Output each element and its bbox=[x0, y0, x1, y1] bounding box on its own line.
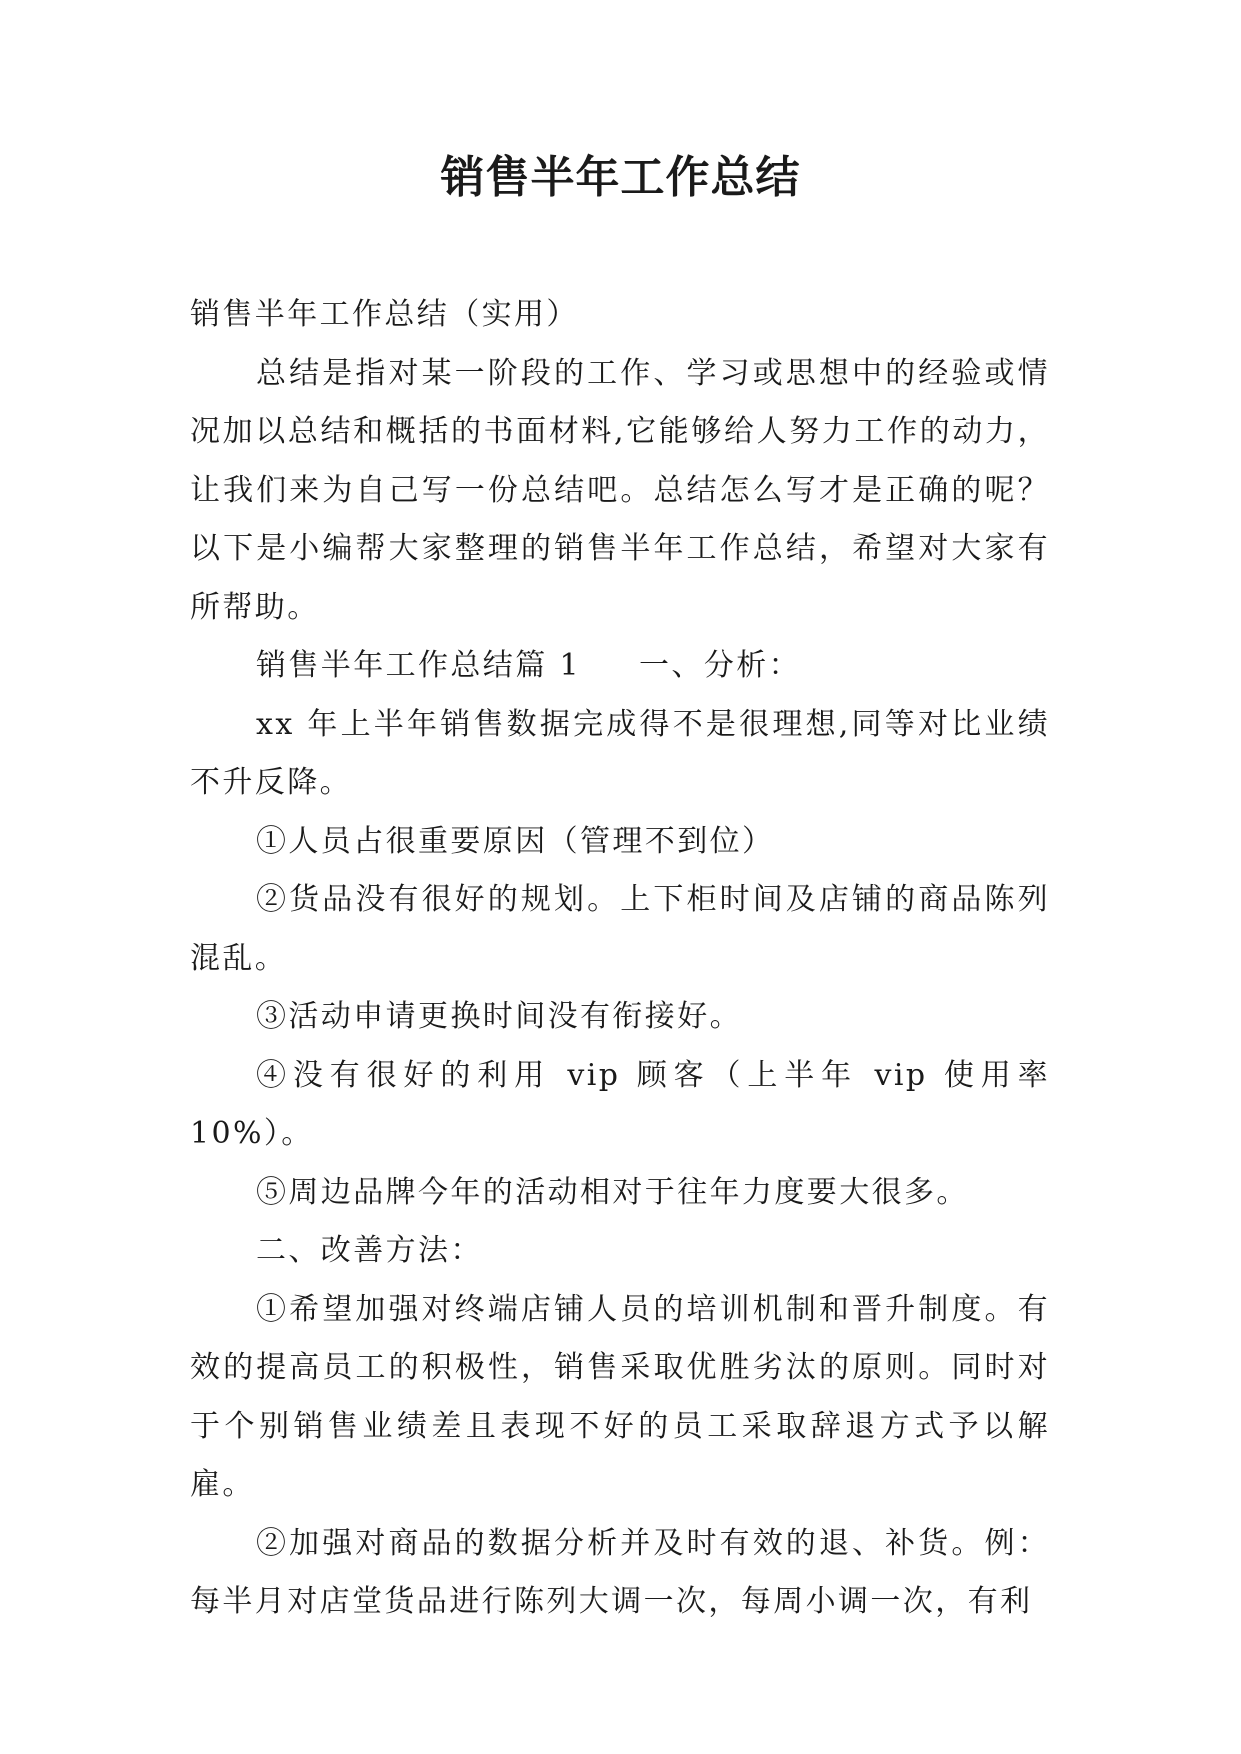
analysis-item: ④没有很好的利用 vip 顾客（上半年 vip 使用率 10%）。 bbox=[190, 1057, 1050, 1151]
analysis-item: ②货品没有很好的规划。上下柜时间及店铺的商品陈列混乱。 bbox=[190, 882, 1050, 976]
improvement-item: ②加强对商品的数据分析并及时有效的退、补货。例：每半月对店堂货品进行陈列大调一次，每周小调一次，有利 bbox=[190, 1525, 1050, 1619]
chapter-label: 销售半年工作总结篇 1 bbox=[256, 648, 582, 683]
section1-heading: 一、分析： bbox=[639, 648, 802, 683]
chapter-heading-line bbox=[190, 637, 1050, 696]
document-body bbox=[190, 286, 1050, 1632]
document-title: 销售半年工作总结 bbox=[440, 152, 801, 203]
analysis-item: ①人员占很重要原因（管理不到位） bbox=[256, 823, 775, 859]
section2-heading: 二、改善方法： bbox=[256, 1233, 483, 1268]
intro-paragraph: 总结是指对某一阶段的工作、学习或思想中的经验或情况加以总结和概括的书面材料,它能够给人努力工作的动力，让我们来为自己写一份总结吧。总结怎么写才是正确的呢？以下是小编帮大家整理的销售半年工作总结，希望对大家有所帮助。 bbox=[190, 355, 1050, 625]
improvement-item: ①希望加强对终端店铺人员的培训机制和晋升制度。有效的提高员工的积极性，销售采取优胜劣汰的原则。同时对于个别销售业绩差且表现不好的员工采取辞退方式予以解雇。 bbox=[190, 1291, 1050, 1502]
analysis-item: ⑤周边品牌今年的活动相对于往年力度要大很多。 bbox=[256, 1174, 969, 1210]
analysis-item: ③活动申请更换时间没有衔接好。 bbox=[256, 999, 742, 1034]
subtitle: 销售半年工作总结（实用） bbox=[190, 297, 579, 332]
analysis-summary: xx 年上半年销售数据完成得不是很理想,同等对比业绩不升反降。 bbox=[190, 706, 1050, 800]
